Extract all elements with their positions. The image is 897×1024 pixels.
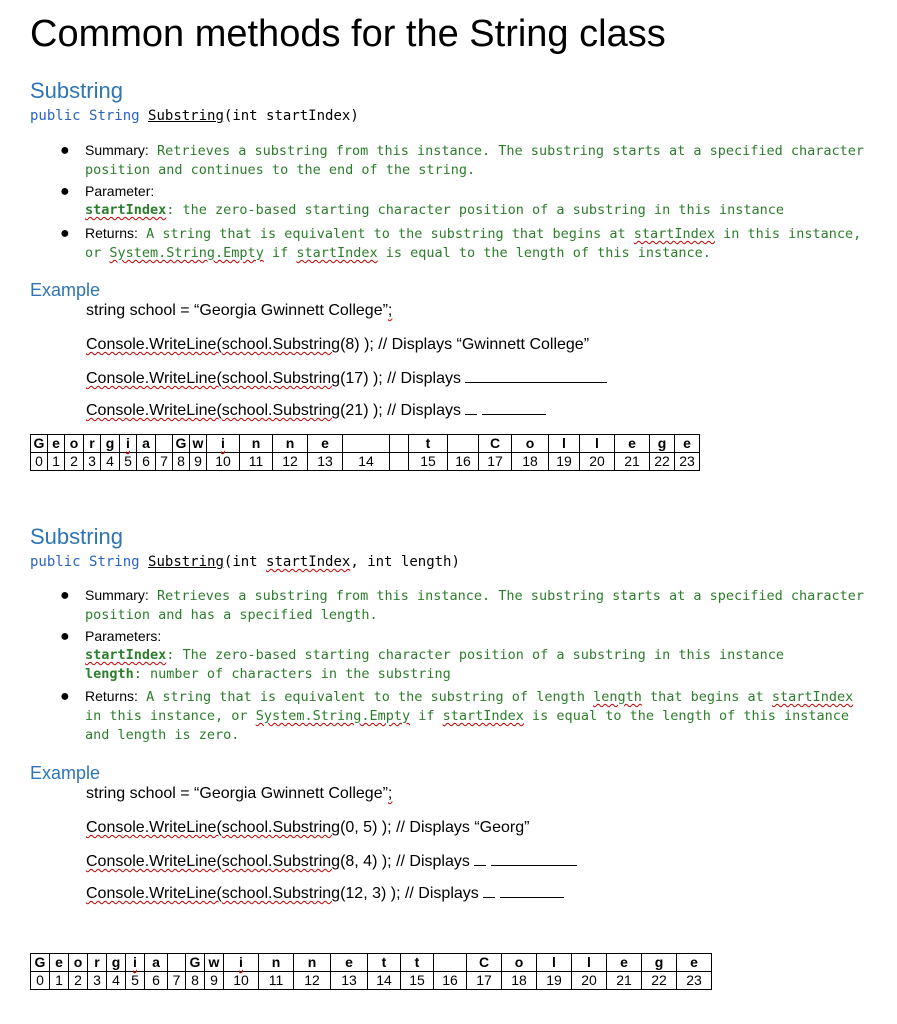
char-cell: o xyxy=(65,435,84,453)
char-cell xyxy=(448,435,479,453)
code-text: string school = “Georgia Gwinnett College” xyxy=(86,785,388,802)
section1-index-table xyxy=(30,434,700,471)
returns-text: if xyxy=(410,708,443,724)
index-cell: 1 xyxy=(48,453,65,471)
section1-code-line2 xyxy=(86,335,589,355)
bullet-icon: ● xyxy=(60,688,70,705)
char-cell: i xyxy=(120,435,137,453)
code-text: string school = “Georgia Gwinnett College” xyxy=(86,302,388,319)
code-text: school.Substring xyxy=(221,885,341,902)
index-cell: 14 xyxy=(343,453,390,471)
sig-keyword-string: String xyxy=(89,108,140,124)
code-text: school.Substring xyxy=(221,819,341,836)
section1-heading: Substring xyxy=(30,78,123,103)
index-cell: 8 xyxy=(186,972,205,990)
char-cell: e xyxy=(308,435,343,453)
section1-code-line1 xyxy=(86,301,392,321)
char-cell: t xyxy=(401,954,434,972)
returns-text: in this instance, xyxy=(715,226,862,242)
index-cell: 18 xyxy=(502,972,537,990)
answer-blank xyxy=(483,883,495,898)
code-text: Console.WriteLine( xyxy=(86,336,222,353)
index-cell: 7 xyxy=(156,453,173,471)
char-cell: e xyxy=(331,954,368,972)
summary-line2: position and continues to the end of the string. xyxy=(85,162,476,178)
section2-code-line4 xyxy=(86,883,564,904)
index-cell: 9 xyxy=(190,453,207,471)
code-text: (17) ); // Displays xyxy=(340,370,461,387)
index-cell: 8 xyxy=(173,453,190,471)
char-cell: t xyxy=(368,954,401,972)
char-cell: i xyxy=(126,954,145,972)
char-cell: n xyxy=(273,435,308,453)
char-cell: n xyxy=(259,954,294,972)
index-cell: 16 xyxy=(434,972,467,990)
index-cell: 17 xyxy=(467,972,502,990)
char-cell: g xyxy=(650,435,675,453)
answer-blank xyxy=(465,368,607,383)
returns-empty: System.String.Empty xyxy=(109,245,264,261)
index-cell xyxy=(390,453,409,471)
code-text: Console.WriteLine( xyxy=(86,819,222,836)
char-cell: o xyxy=(69,954,88,972)
index-cell: 4 xyxy=(107,972,126,990)
page-title: Common methods for the String class xyxy=(30,13,666,55)
code-text: (8) ); // Displays “Gwinnett College” xyxy=(340,336,590,353)
code-text: Console.WriteLine( xyxy=(86,402,222,419)
char-cell: e xyxy=(615,435,650,453)
index-cell: 18 xyxy=(512,453,549,471)
char-cell xyxy=(156,435,173,453)
char-cell: g xyxy=(642,954,677,972)
param-desc: : The zero-based starting character position of a substring in this instance xyxy=(166,647,784,663)
char-cell: n xyxy=(240,435,273,453)
returns-param: startIndex xyxy=(442,708,524,724)
bullet-icon: ● xyxy=(60,183,70,200)
section1-code-line3 xyxy=(86,368,607,389)
char-cell xyxy=(390,435,409,453)
answer-blank xyxy=(500,883,564,898)
bullet-icon: ● xyxy=(60,587,70,604)
char-cell: G xyxy=(31,435,48,453)
index-cell: 11 xyxy=(259,972,294,990)
index-cell: 2 xyxy=(69,972,88,990)
bullet-icon: ● xyxy=(60,142,70,159)
char-cell: e xyxy=(50,954,69,972)
section2-signature xyxy=(30,553,460,571)
section2-code-line1 xyxy=(86,784,392,804)
returns-empty: System.String.Empty xyxy=(255,708,411,724)
returns-text: that begins at xyxy=(641,689,772,705)
section1-example-label: Example xyxy=(30,280,101,300)
section1-returns xyxy=(85,224,861,263)
index-row xyxy=(31,972,712,990)
sig-params: (int xyxy=(223,554,267,570)
index-cell: 20 xyxy=(572,972,607,990)
index-cell: 12 xyxy=(273,453,308,471)
section2-example-label: Example xyxy=(30,763,101,783)
param-name: startIndex xyxy=(85,202,167,218)
section2-code-line3 xyxy=(86,851,577,872)
char-cell: C xyxy=(467,954,502,972)
index-cell: 20 xyxy=(580,453,615,471)
char-cell: e xyxy=(48,435,65,453)
char-row xyxy=(31,954,712,972)
char-cell: e xyxy=(607,954,642,972)
index-cell: 23 xyxy=(677,972,712,990)
char-cell: G xyxy=(31,954,50,972)
summary-line1: Retrieves a substring from this instance. The substring starts at a specified character xyxy=(156,588,865,604)
char-cell: g xyxy=(101,435,120,453)
answer-blank xyxy=(491,851,577,866)
sig-params: , int length) xyxy=(350,554,460,570)
code-text: (0, 5) ); // Displays “Georg” xyxy=(340,819,530,836)
index-cell: 14 xyxy=(368,972,401,990)
code-text: Console.WriteLine( xyxy=(86,853,222,870)
code-text: (8, 4) ); // Displays xyxy=(340,853,470,870)
sig-params: startIndex xyxy=(266,554,351,570)
returns-text: A string that is equivalent to the substring of length xyxy=(146,689,594,705)
char-cell: l xyxy=(537,954,572,972)
index-cell: 6 xyxy=(145,972,168,990)
code-text: ; xyxy=(387,785,393,802)
index-cell: 0 xyxy=(31,972,50,990)
char-cell xyxy=(343,435,390,453)
index-cell: 21 xyxy=(615,453,650,471)
param-name: length xyxy=(85,666,134,682)
sig-keyword-string: String xyxy=(89,554,140,570)
index-cell: 4 xyxy=(101,453,120,471)
sig-keyword-public: public xyxy=(30,554,81,570)
char-cell: i xyxy=(207,435,240,453)
index-cell: 22 xyxy=(642,972,677,990)
index-cell: 5 xyxy=(126,972,145,990)
summary-label: Summary: xyxy=(85,142,149,158)
char-cell xyxy=(434,954,467,972)
index-cell: 3 xyxy=(88,972,107,990)
char-cell: e xyxy=(677,954,712,972)
returns-text: in this instance, or xyxy=(85,708,256,724)
returns-text: or xyxy=(85,245,110,261)
char-cell: a xyxy=(137,435,156,453)
code-text: school.Substring xyxy=(221,370,341,387)
code-text: school.Substring xyxy=(221,853,341,870)
sig-params: (int startIndex) xyxy=(223,108,359,124)
char-cell: e xyxy=(675,435,700,453)
bullet-icon: ● xyxy=(60,225,70,242)
returns-text: A string that is equivalent to the substring that begins at xyxy=(146,226,634,242)
summary-label: Summary: xyxy=(85,587,149,603)
code-text: ; xyxy=(387,302,393,319)
index-cell: 17 xyxy=(479,453,512,471)
char-cell: l xyxy=(549,435,580,453)
parameter-label: Parameter: xyxy=(85,183,155,199)
section2-code-line2 xyxy=(86,818,529,838)
char-cell: G xyxy=(186,954,205,972)
section2-returns xyxy=(85,687,853,745)
char-cell: n xyxy=(294,954,331,972)
section2-heading: Substring xyxy=(30,524,123,549)
index-cell: 19 xyxy=(549,453,580,471)
code-text: school.Substring xyxy=(221,336,341,353)
index-cell: 15 xyxy=(401,972,434,990)
summary-line1: Retrieves a substring from this instance. The substring starts at a specified character xyxy=(156,143,865,159)
char-cell: g xyxy=(107,954,126,972)
code-text: Console.WriteLine( xyxy=(86,370,222,387)
code-text: (21) ); // Displays xyxy=(340,402,461,419)
index-cell: 16 xyxy=(448,453,479,471)
char-cell: l xyxy=(580,435,615,453)
char-row xyxy=(31,435,700,453)
returns-text: and length is zero. xyxy=(85,727,240,743)
summary-line2: position and has a specified length. xyxy=(85,607,378,623)
returns-param: startIndex xyxy=(633,226,716,242)
index-cell: 7 xyxy=(168,972,186,990)
index-cell: 11 xyxy=(240,453,273,471)
answer-blank xyxy=(474,851,486,866)
code-text: (12, 3) ); // Displays xyxy=(340,885,479,902)
returns-label: Returns: xyxy=(85,225,138,241)
code-text: Console.WriteLine( xyxy=(86,885,222,902)
index-cell: 13 xyxy=(331,972,368,990)
index-cell: 19 xyxy=(537,972,572,990)
bullet-icon: ● xyxy=(60,628,70,645)
sig-method-name: Substring xyxy=(148,554,224,570)
param-desc: : the zero-based starting character position of a substring in this instance xyxy=(166,202,784,218)
index-cell: 6 xyxy=(137,453,156,471)
answer-blank xyxy=(465,400,477,415)
section1-code-line4 xyxy=(86,400,546,421)
char-cell xyxy=(168,954,186,972)
returns-text: if xyxy=(263,245,297,261)
index-cell: 5 xyxy=(120,453,137,471)
index-cell: 21 xyxy=(607,972,642,990)
char-cell: G xyxy=(173,435,190,453)
index-row xyxy=(31,453,700,471)
char-cell: o xyxy=(512,435,549,453)
char-cell: t xyxy=(409,435,448,453)
param-desc: : number of characters in the substring xyxy=(133,666,451,682)
returns-text: is equal to the length of this instance. xyxy=(377,245,711,261)
char-cell: w xyxy=(190,435,207,453)
index-cell: 22 xyxy=(650,453,675,471)
index-cell: 15 xyxy=(409,453,448,471)
answer-blank xyxy=(482,400,546,415)
returns-param: length xyxy=(593,689,642,705)
char-cell: i xyxy=(224,954,259,972)
char-cell: o xyxy=(502,954,537,972)
sig-method-name: Substring xyxy=(148,108,224,124)
returns-param: startIndex xyxy=(771,689,854,705)
section1-signature xyxy=(30,107,359,125)
section1-parameter xyxy=(85,182,784,220)
index-cell: 10 xyxy=(224,972,259,990)
sig-keyword-public: public xyxy=(30,108,81,124)
char-cell: a xyxy=(145,954,168,972)
char-cell: l xyxy=(572,954,607,972)
index-cell: 9 xyxy=(205,972,224,990)
index-cell: 2 xyxy=(65,453,84,471)
index-cell: 0 xyxy=(31,453,48,471)
returns-label: Returns: xyxy=(85,688,138,704)
index-cell: 1 xyxy=(50,972,69,990)
index-cell: 3 xyxy=(84,453,101,471)
section2-index-table xyxy=(30,953,712,990)
section1-summary xyxy=(85,141,864,180)
char-cell: r xyxy=(84,435,101,453)
section2-parameters xyxy=(85,627,784,684)
char-cell: r xyxy=(88,954,107,972)
returns-param: startIndex xyxy=(296,245,378,261)
index-cell: 12 xyxy=(294,972,331,990)
section2-summary xyxy=(85,586,864,625)
index-cell: 13 xyxy=(308,453,343,471)
index-cell: 10 xyxy=(207,453,240,471)
parameters-label: Parameters: xyxy=(85,628,162,644)
char-cell: w xyxy=(205,954,224,972)
returns-text: is equal to the length of this instance xyxy=(523,708,850,724)
param-name: startIndex xyxy=(85,647,167,663)
code-text: school.Substring xyxy=(221,402,341,419)
char-cell: C xyxy=(479,435,512,453)
index-cell: 23 xyxy=(675,453,700,471)
